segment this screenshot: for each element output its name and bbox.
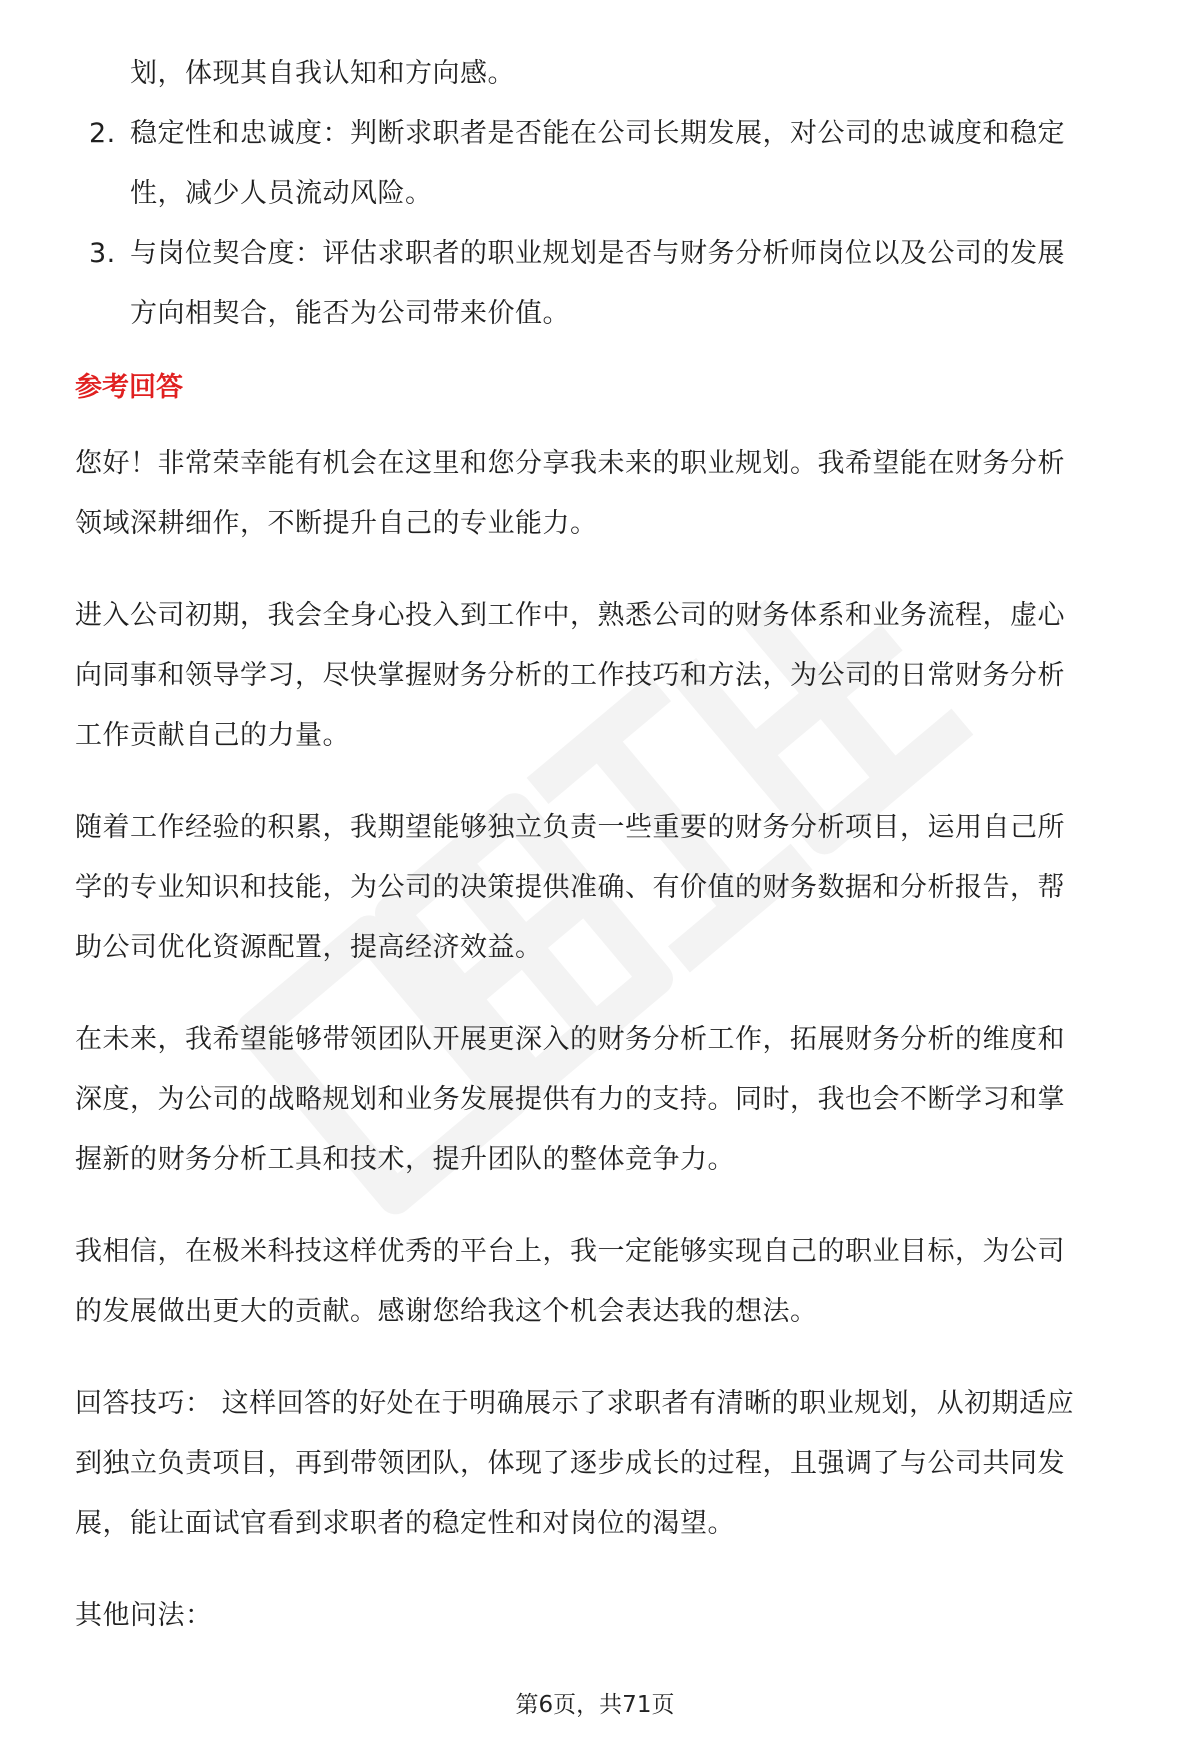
- list-item-number: 3.: [89, 238, 116, 269]
- paragraph-line: 回答技巧： 这样回答的好处在于明确展示了求职者有清晰的职业规划，从初期适应: [75, 1388, 1075, 1419]
- paragraph-line: 的发展做出更大的贡献。感谢您给我这个机会表达我的想法。: [75, 1296, 818, 1327]
- paragraph-line: 学的专业知识和技能，为公司的决策提供准确、有价值的财务数据和分析报告，帮: [75, 872, 1065, 903]
- paragraph-line: 随着工作经验的积累，我期望能够独立负责一些重要的财务分析项目，运用自己所: [75, 812, 1065, 843]
- paragraph-mid-stage: [75, 798, 1170, 978]
- paragraph-greeting: [75, 434, 1170, 554]
- list-item-line: 稳定性和忠诚度：判断求职者是否能在公司长期发展，对公司的忠诚度和稳定: [130, 118, 1065, 149]
- paragraph-line: 我相信，在极米科技这样优秀的平台上，我一定能够实现自己的职业目标，为公司: [75, 1236, 1065, 1267]
- list-item-number: 2.: [89, 118, 116, 149]
- paragraph-early-stage: [75, 586, 1170, 766]
- paragraph-line: 在未来，我希望能够带领团队开展更深入的财务分析工作，拓展财务分析的维度和: [75, 1024, 1065, 1055]
- list-item: [75, 224, 1170, 344]
- paragraph-line: 向同事和领导学习，尽快掌握财务分析的工作技巧和方法，为公司的日常财务分析: [75, 660, 1065, 691]
- list-item-line: 性，减少人员流动风险。: [130, 178, 433, 209]
- paragraph-line: 您好！非常荣幸能有机会在这里和您分享我未来的职业规划。我希望能在财务分析: [75, 448, 1065, 479]
- paragraph-line: 领域深耕细作，不断提升自己的专业能力。: [75, 508, 598, 539]
- list-item-line: 方向相契合，能否为公司带来价值。: [130, 298, 570, 329]
- paragraph-line: 其他问法：: [75, 1600, 213, 1631]
- paragraph-other-questions: [75, 1586, 1170, 1646]
- section-title-reference-answer: 参考回答: [75, 372, 183, 403]
- paragraph-line: 到独立负责项目，再到带领团队，体现了逐步成长的过程，且强调了与公司共同发: [75, 1448, 1065, 1479]
- list-item-line: 与岗位契合度：评估求职者的职业规划是否与财务分析师岗位以及公司的发展: [130, 238, 1065, 269]
- paragraph-line: 握新的财务分析工具和技术，提升团队的整体竞争力。: [75, 1144, 735, 1175]
- criteria-list: [75, 104, 1170, 344]
- paragraph-line: 深度，为公司的战略规划和业务发展提供有力的支持。同时，我也会不断学习和掌: [75, 1084, 1065, 1115]
- document-content: [75, 44, 1170, 1678]
- paragraph-future: [75, 1010, 1170, 1190]
- paragraph-line: 展，能让面试官看到求职者的稳定性和对岗位的渴望。: [75, 1508, 735, 1539]
- paragraph-line: 进入公司初期，我会全身心投入到工作中，熟悉公司的财务体系和业务流程，虚心: [75, 600, 1065, 631]
- paragraph-conclusion: [75, 1222, 1170, 1342]
- page-number-footer: 第6页，共71页: [515, 1692, 675, 1718]
- paragraph-line: 助公司优化资源配置，提高经济效益。: [75, 932, 543, 963]
- paragraph-answer-tips: [75, 1374, 1170, 1554]
- list-item: [75, 104, 1170, 224]
- paragraph-line: 工作贡献自己的力量。: [75, 720, 350, 751]
- list-continuation-line: 划，体现其自我认知和方向感。: [130, 58, 515, 89]
